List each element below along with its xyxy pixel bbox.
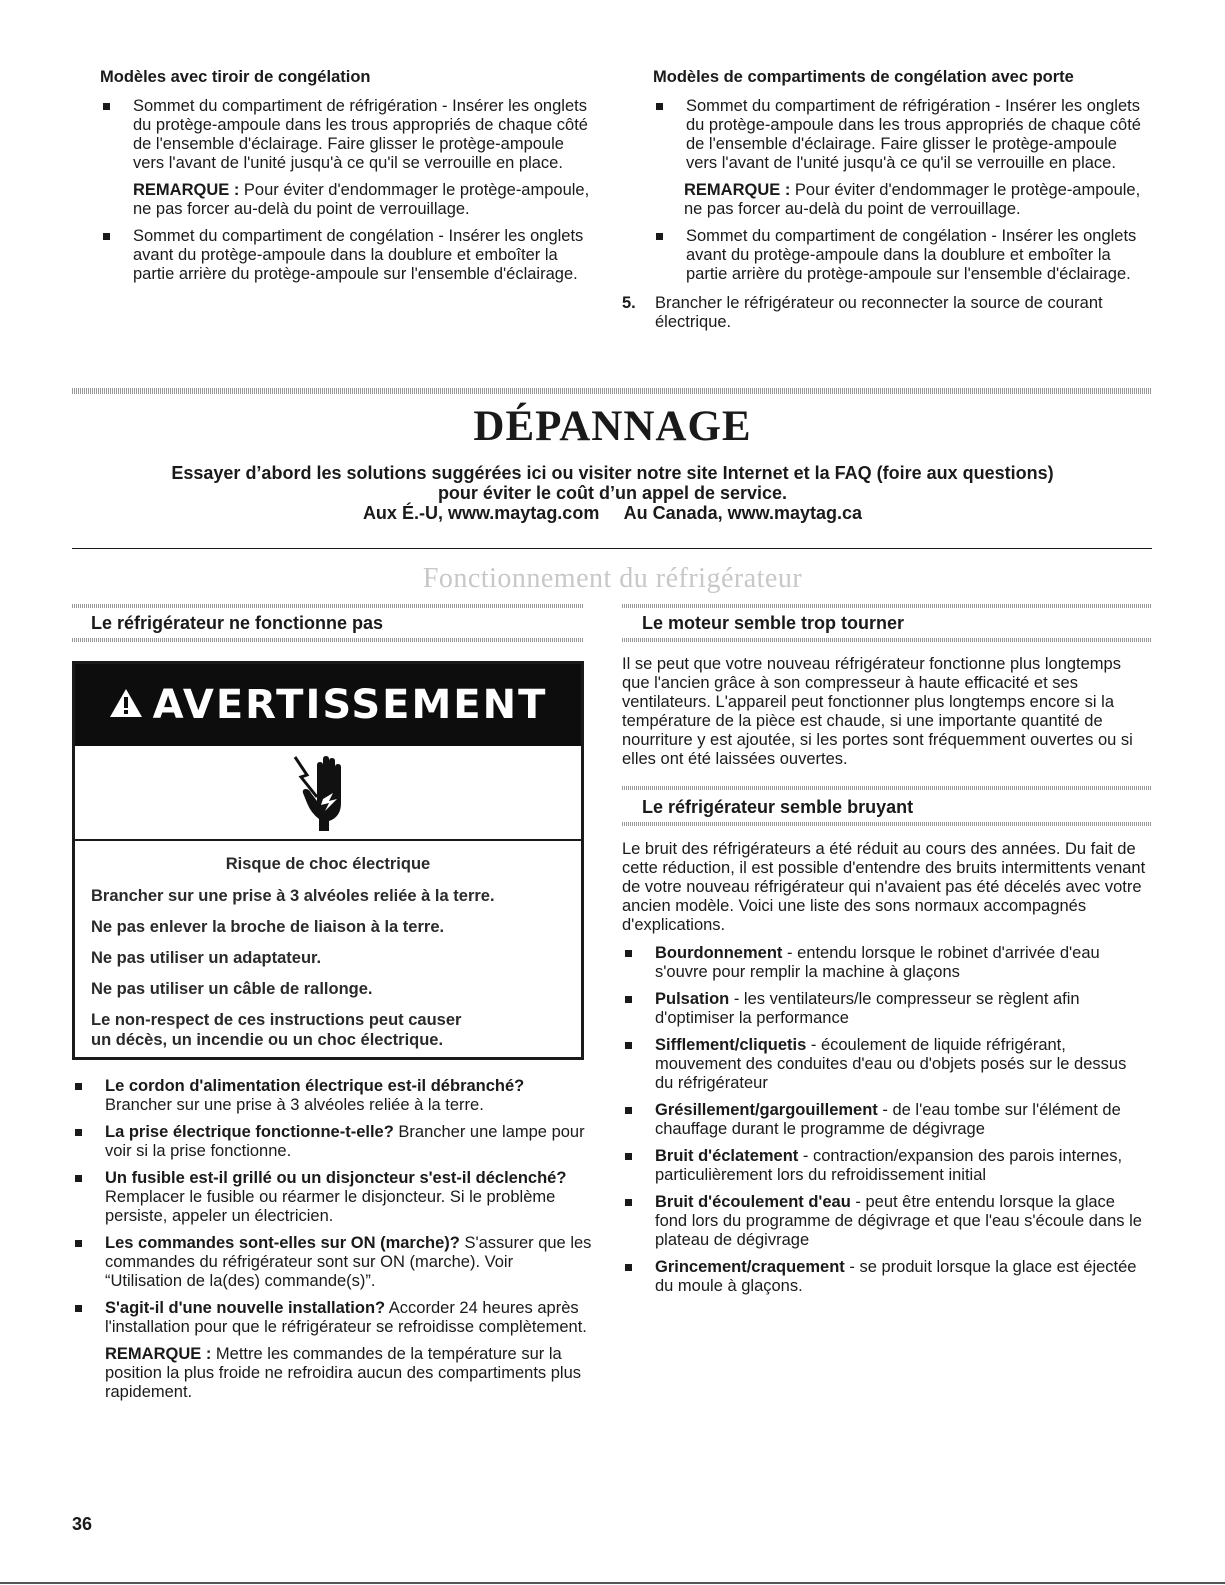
intro-line-1: Essayer d’abord les solutions suggérées ici ou visiter notre site Internet et la FAQ (foire aux questions) <box>171 463 1054 483</box>
problem-heading: Le moteur semble trop tourner <box>642 613 905 633</box>
note: REMARQUE : Pour éviter d'endommager le protège-ampoule, ne pas forcer au-delà du point de verrouillage. <box>684 181 1141 218</box>
problem-heading: Le réfrigérateur semble bruyant <box>642 797 914 817</box>
electric-shock-hand-icon <box>75 746 581 841</box>
bullet-icon <box>103 233 110 240</box>
left-checklist <box>72 1077 592 1410</box>
list-item: Bruit d'éclatement - contraction/expansion des parois internes, particulièrement lors du refroidissement initial <box>622 1147 1147 1185</box>
paragraph: Le bruit des réfrigérateurs a été réduit au cours des années. Du fait de cette réduction, il est possible d'entendre des bruits intermittents venant de votre nouveau réfrigérateur qui n'avaient pas été décelés avec votre ancien modèle. Voici une liste des sons normaux accompagnés d'explications. <box>622 840 1146 934</box>
list-item: La prise électrique fonctionne-t-elle? Brancher une lampe pour voir si la prise fonctionne. <box>72 1123 592 1161</box>
list-item: Sommet du compartiment de réfrigération - Insérer les onglets du protège-ampoule dans les trous appropriés de chaque côté de l'ensemble d'éclairage. Faire glisser le protège-ampoule vers l'avant de l'unité jusqu'à ce qu'il se verrouille en place. <box>622 97 1147 173</box>
list-item: Un fusible est-il grillé ou un disjoncteur s'est-il déclenché? Remplacer le fusible ou réarmer le disjoncteur. Si le problème persiste, appeler un électricien. <box>72 1169 592 1226</box>
list-item: Bruit d'écoulement d'eau - peut être entendu lorsque la glace fond lors du programme de dégivrage et que l'eau s'écoule dans le plateau de dégivrage <box>622 1193 1147 1250</box>
freezer-door-list-2 <box>622 227 1147 284</box>
bullet-icon <box>75 1175 82 1182</box>
motor-paragraph <box>622 655 1147 769</box>
freezer-drawer-title: Modèles avec tiroir de congélation <box>100 68 371 86</box>
top-right-column <box>622 68 1147 332</box>
freezer-drawer-list <box>100 97 590 173</box>
note: REMARQUE : Pour éviter d'endommager le protège-ampoule, ne pas forcer au-delà du point de verrouillage. <box>133 181 590 218</box>
list-item: Le cordon d'alimentation électrique est-il débranché? Brancher sur une prise à 3 alvéoles reliée à la terre. <box>72 1077 592 1115</box>
warning-line: Ne pas enlever la broche de liaison à la terre. <box>91 918 445 936</box>
freezer-door-title: Modèles de compartiments de congélation avec porte <box>653 68 1074 86</box>
bullet-icon <box>625 1153 632 1160</box>
bullet-icon <box>103 103 110 110</box>
list-item: Bourdonnement - entendu lorsque le robinet d'arrivée d'eau s'ouvre pour remplir la machine à glaçons <box>622 944 1147 982</box>
page-title: DÉPANNAGE <box>473 403 752 450</box>
bullet-icon <box>625 1042 632 1049</box>
bullet-icon <box>625 996 632 1003</box>
list-item: S'agit-il d'une nouvelle installation? Accorder 24 heures après l'installation pour que le réfrigérateur se refroidisse complètement. <box>72 1299 592 1337</box>
warning-text <box>75 841 581 1050</box>
warning-triangle-icon <box>109 682 143 728</box>
bullet-icon <box>625 1199 632 1206</box>
hatched-divider <box>72 388 1152 394</box>
hatched-divider <box>622 786 1152 790</box>
section-heading: Fonctionnement du réfrigérateur <box>422 563 803 594</box>
hatched-divider <box>72 604 584 608</box>
list-item: Les commandes sont-elles sur ON (marche)? S'assurer que les commandes du réfrigérateur sont sur ON (marche). Voir “Utilisation de la(des) commande(s)”. <box>72 1234 592 1291</box>
paragraph: Il se peut que votre nouveau réfrigérateur fonctionne plus longtemps que l'ancien grâce à son compresseur à haute efficacité et ses ventilateurs. L'appareil peut fonctionner plus longtemps encore si la température de la pièce est chaude, si une importante quantité de nourriture y est ajoutée, si les portes sont fréquemment ouvertes ou si elles ont été laissées ouvertes. <box>622 655 1133 768</box>
bullet-icon <box>625 1264 632 1271</box>
bullet-icon <box>625 950 632 957</box>
bullet-icon <box>625 1107 632 1114</box>
intro-line-3: Aux É.-U, www.maytag.com Au Canada, www.maytag.ca <box>362 503 863 523</box>
warning-line: Brancher sur une prise à 3 alvéoles reliée à la terre. <box>91 887 495 905</box>
hatched-divider <box>72 638 584 642</box>
warning-banner <box>75 664 581 746</box>
bottom-edge-line <box>0 1582 1225 1584</box>
warning-box <box>72 661 584 1060</box>
list-item: Sommet du compartiment de congélation - Insérer les onglets avant du protège-ampoule dans la doublure et emboîter la partie arrière du protège-ampoule sur l'ensemble d'éclairage. <box>100 227 590 284</box>
note: REMARQUE : Mettre les commandes de la température sur la position la plus froide ne refroidira aucun des compartiments plus rapidement. <box>105 1345 582 1401</box>
noise-section <box>622 840 1147 1304</box>
bullet-icon <box>656 233 663 240</box>
check-list <box>72 1077 592 1337</box>
freezer-door-list <box>622 97 1147 173</box>
warning-consequence: Le non-respect de ces instructions peut causer un décès, un incendie ou un choc électrique. <box>91 1011 462 1049</box>
page-number: 36 <box>72 1514 93 1534</box>
risk-label: Risque de choc électrique <box>225 855 431 873</box>
list-item: Grésillement/gargouillement - de l'eau tombe sur l'élément de chauffage durant le programme de dégivrage <box>622 1101 1147 1139</box>
list-item: Sommet du compartiment de congélation - Insérer les onglets avant du protège-ampoule dans la doublure et emboîter la partie arrière du protège-ampoule sur l'ensemble d'éclairage. <box>622 227 1147 284</box>
list-item: Sommet du compartiment de réfrigération - Insérer les onglets du protège-ampoule dans les trous appropriés de chaque côté de l'ensemble d'éclairage. Faire glisser le protège-ampoule vers l'avant de l'unité jusqu'à ce qu'il se verrouille en place. <box>100 97 590 173</box>
top-left-column <box>100 68 590 292</box>
intro-line-2: pour éviter le coût d’un appel de service. <box>437 483 788 503</box>
bullet-icon <box>656 103 663 110</box>
horizontal-rule <box>72 548 1152 549</box>
hatched-divider <box>622 604 1152 608</box>
bullet-icon <box>75 1240 82 1247</box>
warning-line: Ne pas utiliser un câble de rallonge. <box>91 980 373 998</box>
hatched-divider <box>622 822 1152 826</box>
bullet-icon <box>75 1083 82 1090</box>
freezer-drawer-list-2 <box>100 227 590 284</box>
list-item: Grincement/craquement - se produit lorsque la glace est éjectée du moule à glaçons. <box>622 1258 1147 1296</box>
intro-text <box>0 463 1225 523</box>
list-item: Pulsation - les ventilateurs/le compresseur se règlent afin d'optimiser la performance <box>622 990 1147 1028</box>
step-5: 5. Brancher le réfrigérateur ou reconnecter la source de courant électrique. <box>622 294 1103 331</box>
warning-banner-label: AVERTISSEMENT <box>152 682 548 728</box>
list-item: Sifflement/cliquetis - écoulement de liquide réfrigérant, mouvement des conduites d'eau ou d'objets posés sur le dessus du réfrigérateur <box>622 1036 1147 1093</box>
bullet-icon <box>75 1129 82 1136</box>
sounds-list <box>622 944 1147 1296</box>
bullet-icon <box>75 1305 82 1312</box>
problem-heading: Le réfrigérateur ne fonctionne pas <box>91 613 384 633</box>
hatched-divider <box>622 638 1152 642</box>
warning-line: Ne pas utiliser un adaptateur. <box>91 949 322 967</box>
